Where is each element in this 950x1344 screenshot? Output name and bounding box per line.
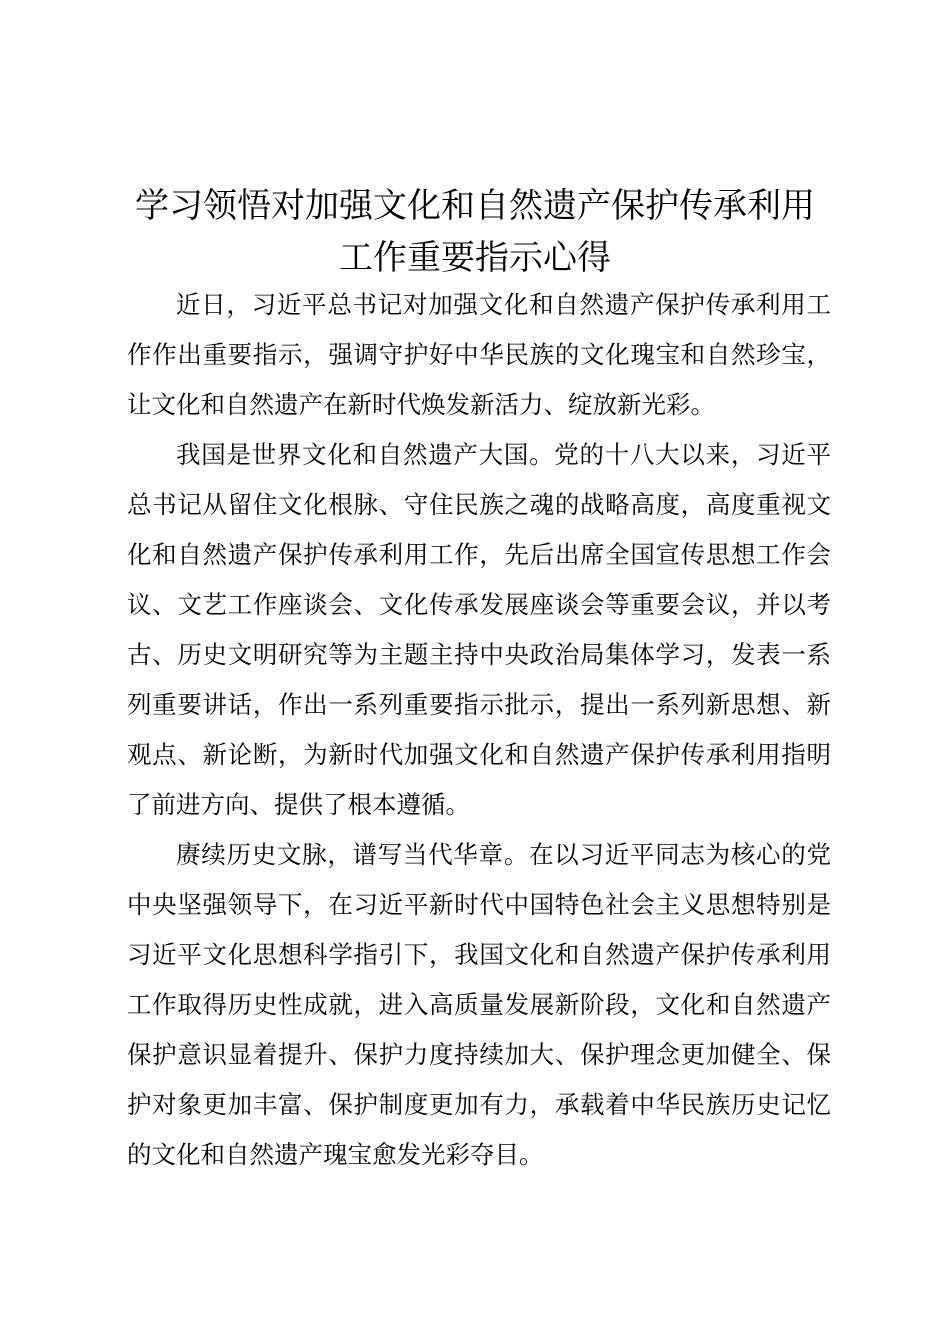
paragraph-2: 我国是世界文化和自然遗产大国。党的十八大以来，习近平总书记从留住文化根脉、守住民族之魂的战略高度，高度重视文化和自然遗产保护传承利用工作，先后出席全国宣传思想工作会议、文艺工作座谈会、文化传承发展座谈会等重要会议，并以考古、历史文明研究等为主题主持中央政治局集体学习，发表一系列重要讲话，作出一系列重要指示批示，提出一系列新思想、新观点、新论断，为新时代加强文化和自然遗产保护传承利用指明了前进方向、提供了根本遵循。 [127,440,831,819]
document-body [127,280,831,1180]
paragraph-1: 近日，习近平总书记对加强文化和自然遗产保护传承利用工作作出重要指示，强调守护好中华民族的文化瑰宝和自然珍宝，让文化和自然遗产在新时代焕发新活力、绽放新光彩。 [127,290,831,419]
title-line-1: 学习领悟对加强文化和自然遗产保护传承利用 [135,186,815,226]
paragraph-3: 赓续历史文脉，谱写当代华章。在以习近平同志为核心的党中央坚强领导下，在习近平新时代中国特色社会主义思想特别是习近平文化思想科学指引下，我国文化和自然遗产保护传承利用工作取得历史性成就，进入高质量发展新阶段，文化和自然遗产保护意识显着提升、保护力度持续加大、保护理念更加健全、保护对象更加丰富、保护制度更加有力，承载着中华民族历史记忆的文化和自然遗产瑰宝愈发光彩夺目。 [127,840,831,1169]
document-title [100,180,850,284]
title-line-2: 工作重要指示心得 [339,238,611,278]
